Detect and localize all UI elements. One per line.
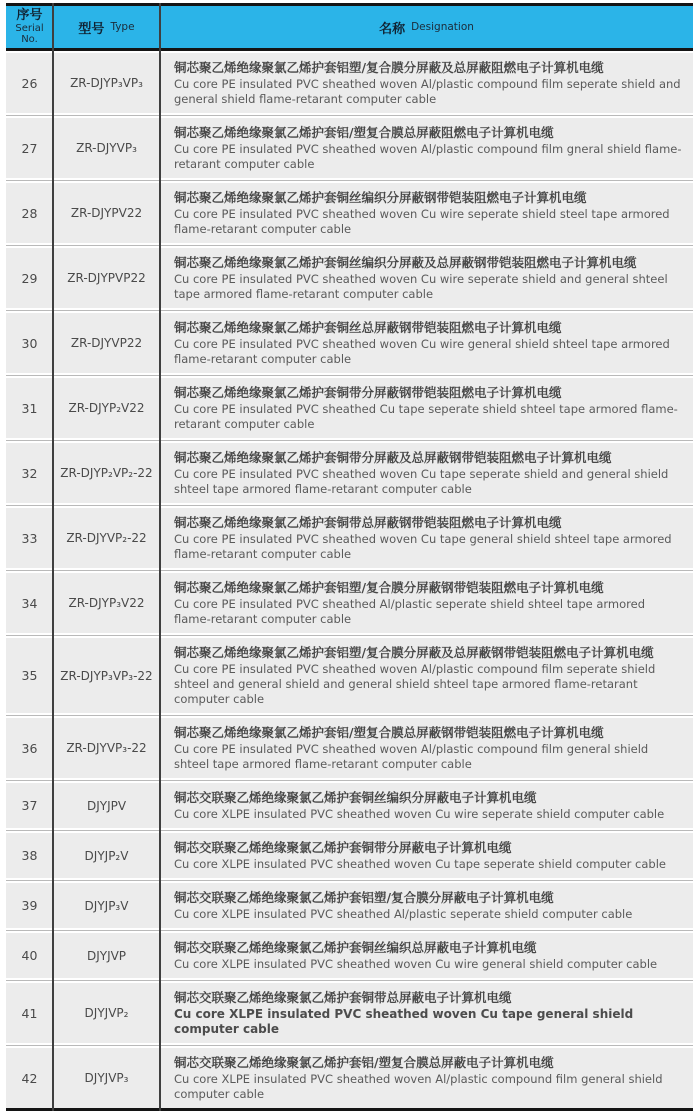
- serial-cell: 41: [21, 1005, 38, 1021]
- designation-zh: 铜芯聚乙烯绝缘聚氯乙烯护套铝/塑复合膜总屏蔽钢带铠装阻燃电子计算机电缆: [174, 725, 604, 741]
- table-row: [6, 118, 693, 178]
- table-row: [6, 443, 693, 503]
- header-type-zh: 型号: [78, 21, 105, 37]
- designation-zh: 铜芯聚乙烯绝缘聚氯乙烯护套铝/塑复合膜总屏蔽阻燃电子计算机电缆: [174, 125, 554, 141]
- header-serial-en-line2: No.: [21, 34, 38, 46]
- designation-cell: [160, 508, 693, 568]
- designation-cell: [160, 183, 693, 243]
- table-row: [6, 883, 693, 928]
- table-row: [6, 183, 693, 243]
- type-cell: ZR-DJYVP₃: [76, 141, 137, 156]
- type-cell: DJYJP₂V: [84, 848, 129, 863]
- designation-en: Cu core PE insulated PVC sheathed woven Cu tape general shield shteel tape armored flame-retarant computer cable: [174, 532, 672, 562]
- serial-cell: 31: [21, 400, 38, 416]
- designation-cell: [160, 443, 693, 503]
- designation-en: Cu core PE insulated PVC sheathed woven Al/plastic compound film gneral shield flame-retarant computer cable: [174, 142, 682, 172]
- designation-cell: [160, 1048, 693, 1108]
- designation-en: Cu core PE insulated PVC sheathed woven Cu wire seperate shield and general shteel tape armored flame-retarant computer cable: [174, 272, 668, 302]
- serial-cell: 36: [21, 740, 38, 756]
- designation-cell: [160, 883, 693, 928]
- designation-cell: [160, 983, 693, 1043]
- table-header: [6, 3, 693, 51]
- header-serial-no: [6, 6, 53, 48]
- table-row: [6, 783, 693, 828]
- header-designation-zh: 名称: [379, 21, 406, 37]
- designation-cell: [160, 933, 693, 978]
- header-type: [53, 6, 160, 48]
- designation-cell: [160, 783, 693, 828]
- designation-zh: 铜芯聚乙烯绝缘聚氯乙烯护套铜丝编织分屏蔽钢带铠装阻燃电子计算机电缆: [174, 190, 587, 206]
- designation-cell: [160, 718, 693, 778]
- serial-cell: 39: [21, 898, 38, 914]
- type-cell: DJYJVP: [86, 948, 127, 963]
- designation-cell: [160, 118, 693, 178]
- type-cell: ZR-DJYP₃VP₃: [70, 76, 143, 91]
- table-bottom-border: [6, 1108, 693, 1111]
- designation-zh: 铜芯聚乙烯绝缘聚氯乙烯护套铜带分屏蔽及总屏蔽钢带铠装阻燃电子计算机电缆: [174, 450, 612, 466]
- designation-zh: 铜芯聚乙烯绝缘聚氯乙烯护套铜丝总屏蔽钢带铠装阻燃电子计算机电缆: [174, 320, 562, 336]
- type-cell: ZR-DJYVP22: [70, 336, 143, 351]
- designation-zh: 铜芯交联聚乙烯绝缘聚氯乙烯护套铜带分屏蔽电子计算机电缆: [174, 840, 512, 856]
- serial-cell: 30: [21, 335, 38, 351]
- designation-zh: 铜芯交联聚乙烯绝缘聚氯乙烯护套铝塑/复合膜分屏蔽电子计算机电缆: [174, 890, 554, 906]
- table-body: [6, 53, 693, 1108]
- table-row: [6, 718, 693, 778]
- table-row: [6, 933, 693, 978]
- column-divider-2: [159, 3, 161, 1111]
- designation-en: Cu core PE insulated PVC sheathed woven Cu wire seperate shield steel tape armored flame-retarant computer cable: [174, 207, 670, 237]
- table-row: [6, 248, 693, 308]
- type-cell: ZR-DJYP₃V22: [68, 596, 145, 611]
- type-cell: ZR-DJYVP₂-22: [66, 531, 147, 546]
- serial-cell: 27: [21, 140, 38, 156]
- type-cell: DJYJP₃V: [84, 898, 129, 913]
- type-cell: ZR-DJYP₂VP₂-22: [60, 466, 153, 481]
- designation-cell: [160, 573, 693, 633]
- serial-cell: 33: [21, 530, 38, 546]
- designation-en: Cu core PE insulated PVC sheathed Cu tape seperate shield shteel tape armored flame-retarant computer cable: [174, 402, 678, 432]
- serial-cell: 32: [21, 465, 38, 481]
- type-cell: DJYJVP₃: [84, 1071, 129, 1086]
- serial-cell: 29: [21, 270, 38, 286]
- serial-cell: 42: [21, 1070, 38, 1086]
- designation-cell: [160, 248, 693, 308]
- designation-en: Cu core PE insulated PVC sheathed woven Al/plastic compound film general shield shteel tape armored flame-retarant computer cable: [174, 742, 649, 772]
- type-cell: DJYJVP₂: [84, 1006, 129, 1021]
- designation-cell: [160, 53, 693, 113]
- table-row: [6, 378, 693, 438]
- designation-en: Cu core PE insulated PVC sheathed woven Al/plastic compound film seperate shield shteel and general shield and general shield shteel tape armored flame-retarant computer cable: [174, 662, 656, 707]
- cable-spec-table: [6, 3, 693, 1111]
- header-designation: [160, 6, 693, 48]
- header-serial-en-line1: Serial: [15, 23, 44, 35]
- designation-en: Cu core XLPE insulated PVC sheathed woven Cu tape general shield computer cable: [174, 1007, 634, 1037]
- table-row: [6, 313, 693, 373]
- designation-zh: 铜芯交联聚乙烯绝缘聚氯乙烯护套铝/塑复合膜总屏蔽电子计算机电缆: [174, 1055, 554, 1071]
- serial-cell: 38: [21, 848, 38, 864]
- designation-zh: 铜芯聚乙烯绝缘聚氯乙烯护套铜丝编织分屏蔽及总屏蔽钢带铠装阻燃电子计算机电缆: [174, 255, 637, 271]
- designation-en: Cu core PE insulated PVC sheathed Al/plastic seperate shield shteel tape armored flame-retarant computer cable: [174, 597, 646, 627]
- designation-cell: [160, 833, 693, 878]
- designation-en: Cu core XLPE insulated PVC sheathed Al/plastic seperate shield computer cable: [174, 907, 633, 922]
- designation-zh: 铜芯交联聚乙烯绝缘聚氯乙烯护套铜带总屏蔽电子计算机电缆: [174, 990, 512, 1006]
- table-row: [6, 983, 693, 1043]
- table-row: [6, 638, 693, 713]
- designation-zh: 铜芯聚乙烯绝缘聚氯乙烯护套铜带分屏蔽钢带铠装阻燃电子计算机电缆: [174, 385, 562, 401]
- header-serial-zh: 序号: [16, 8, 43, 23]
- serial-cell: 40: [21, 948, 38, 964]
- designation-zh: 铜芯交联聚乙烯绝缘聚氯乙烯护套铜丝编织总屏蔽电子计算机电缆: [174, 940, 537, 956]
- column-divider-1: [52, 3, 54, 1111]
- serial-cell: 28: [21, 205, 38, 221]
- serial-cell: 34: [21, 595, 38, 611]
- designation-en: Cu core XLPE insulated PVC sheathed woven Cu wire seperate shield computer cable: [174, 807, 665, 822]
- serial-cell: 26: [21, 75, 38, 91]
- designation-en: Cu core XLPE insulated PVC sheathed woven Al/plastic compound film general shield computer cable: [174, 1072, 663, 1102]
- designation-en: Cu core XLPE insulated PVC sheathed woven Cu tape seperate shield computer cable: [174, 857, 666, 872]
- serial-cell: 37: [21, 798, 38, 814]
- table-row: [6, 1048, 693, 1108]
- designation-en: Cu core PE insulated PVC sheathed woven Cu wire general shield shteel tape armored flame-retarant computer cable: [174, 337, 670, 367]
- designation-cell: [160, 378, 693, 438]
- type-cell: ZR-DJYP₃VP₃-22: [60, 668, 153, 683]
- designation-zh: 铜芯聚乙烯绝缘聚氯乙烯护套铝塑/复合膜分屏蔽及总屏蔽阻燃电子计算机电缆: [174, 60, 604, 76]
- header-designation-en: Designation: [411, 21, 474, 34]
- type-cell: ZR-DJYPV22: [70, 206, 143, 221]
- designation-en: Cu core PE insulated PVC sheathed woven Cu tape seperate shield and general shield shteel tape armored flame-retarant computer cable: [174, 467, 669, 497]
- designation-en: Cu core PE insulated PVC sheathed woven Al/plastic compound film seperate shield and general shield flame-retarant computer cable: [174, 77, 681, 107]
- table-row: [6, 508, 693, 568]
- serial-cell: 35: [21, 668, 38, 684]
- designation-en: Cu core XLPE insulated PVC sheathed woven Cu wire general shield computer cable: [174, 957, 658, 972]
- header-type-en: Type: [110, 21, 135, 34]
- designation-zh: 铜芯聚乙烯绝缘聚氯乙烯护套铝塑/复合膜分屏蔽及总屏蔽钢带铠装阻燃电子计算机电缆: [174, 645, 654, 661]
- designation-zh: 铜芯聚乙烯绝缘聚氯乙烯护套铝塑/复合膜分屏蔽钢带铠装阻燃电子计算机电缆: [174, 580, 604, 596]
- type-cell: ZR-DJYVP₃-22: [66, 741, 147, 756]
- designation-cell: [160, 313, 693, 373]
- type-cell: DJYJPV: [86, 798, 127, 813]
- table-row: [6, 53, 693, 113]
- designation-zh: 铜芯聚乙烯绝缘聚氯乙烯护套铜带总屏蔽钢带铠装阻燃电子计算机电缆: [174, 515, 562, 531]
- type-cell: ZR-DJYP₂V22: [68, 401, 145, 416]
- table-row: [6, 573, 693, 633]
- designation-cell: [160, 638, 693, 713]
- designation-zh: 铜芯交联聚乙烯绝缘聚氯乙烯护套铜丝编织分屏蔽电子计算机电缆: [174, 790, 537, 806]
- type-cell: ZR-DJYPVP22: [67, 271, 146, 286]
- table-row: [6, 833, 693, 878]
